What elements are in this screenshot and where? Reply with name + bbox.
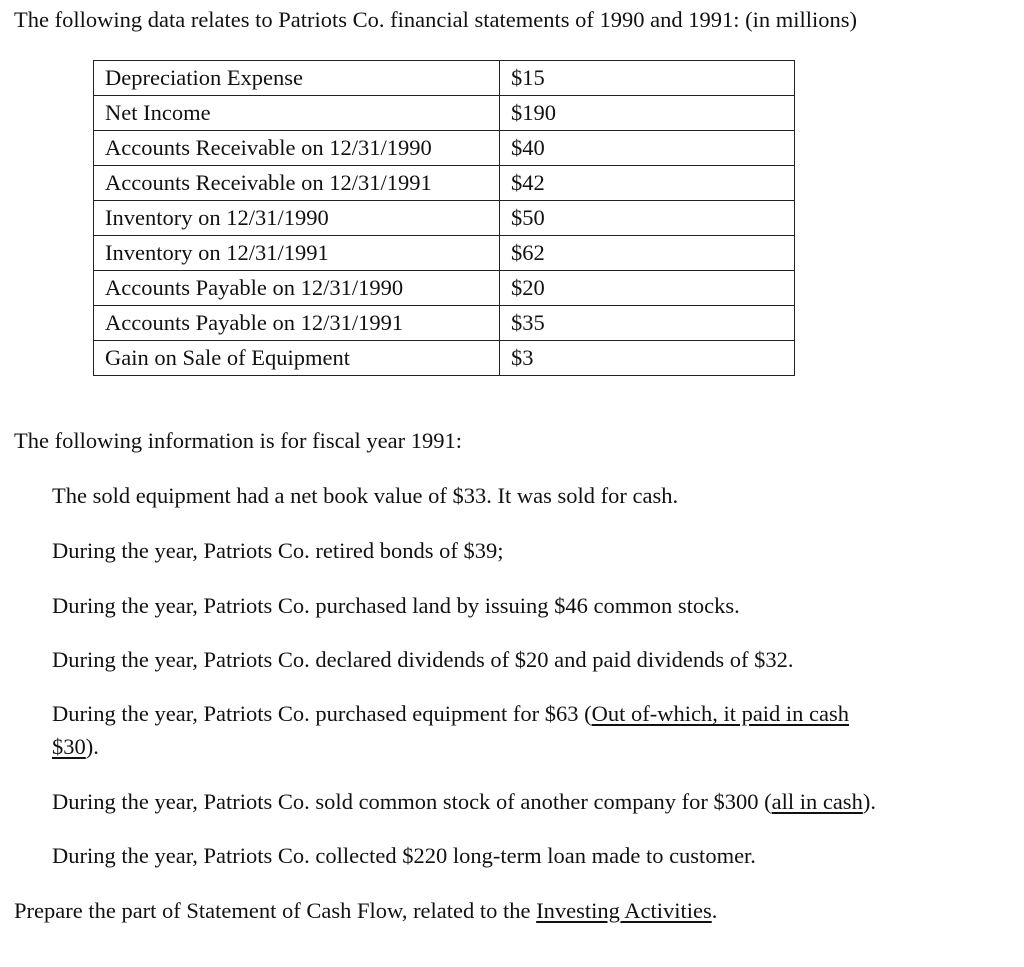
- prompt-tail: .: [711, 898, 718, 923]
- row-label: Accounts Payable on 12/31/1990: [94, 271, 500, 306]
- equipment-purchase-lead: During the year, Patriots Co. purchased equipment for $63 (: [52, 701, 592, 726]
- row-label: Accounts Receivable on 12/31/1991: [94, 166, 500, 201]
- row-label: Inventory on 12/31/1990: [94, 201, 500, 236]
- row-value: $35: [500, 306, 795, 341]
- row-value: $20: [500, 271, 795, 306]
- prompt-lead: Prepare the part of Statement of Cash Flow, related to the: [14, 898, 537, 923]
- table-row: [94, 341, 795, 376]
- collected-loan-text: During the year, Patriots Co. collected $220 long-term loan made to customer.: [52, 843, 756, 868]
- retired-bonds-text: During the year, Patriots Co. retired bonds of $39;: [52, 538, 504, 563]
- equipment-cash-amount: $30: [52, 734, 86, 759]
- table-row: [94, 306, 795, 341]
- table-row: [94, 166, 795, 201]
- row-value: $40: [500, 131, 795, 166]
- row-value: $62: [500, 236, 795, 271]
- equipment-purchase-continuation: [52, 733, 99, 761]
- row-value: $50: [500, 201, 795, 236]
- row-label: Net Income: [94, 96, 500, 131]
- table-row: [94, 96, 795, 131]
- row-label: Accounts Receivable on 12/31/1990: [94, 131, 500, 166]
- prepare-prompt: [14, 897, 717, 925]
- row-label: Depreciation Expense: [94, 61, 500, 96]
- table-row: [94, 61, 795, 96]
- row-value: $15: [500, 61, 795, 96]
- row-value: $42: [500, 166, 795, 201]
- intro-text: The following data relates to Patriots Co. financial statements of 1990 and 1991: (in millions): [14, 7, 857, 32]
- sold-stock-underlined: all in cash: [771, 789, 863, 814]
- equipment-purchase-text: [52, 700, 849, 728]
- purchased-land-text: During the year, Patriots Co. purchased land by issuing $46 common stocks.: [52, 593, 740, 618]
- table-row: [94, 201, 795, 236]
- table-row: [94, 271, 795, 306]
- sold-equipment-text: The sold equipment had a net book value of $33. It was sold for cash.: [52, 483, 679, 508]
- table-row: [94, 236, 795, 271]
- financial-data-table: [93, 60, 795, 376]
- row-label: Accounts Payable on 12/31/1991: [94, 306, 500, 341]
- table-row: [94, 131, 795, 166]
- row-value: $190: [500, 96, 795, 131]
- row-label: Inventory on 12/31/1991: [94, 236, 500, 271]
- sold-stock-tail: ).: [862, 789, 876, 814]
- fiscal-year-heading: The following information is for fiscal year 1991:: [14, 428, 463, 453]
- prompt-investing-activities: Investing Activities: [536, 898, 712, 923]
- row-label: Gain on Sale of Equipment: [94, 341, 500, 376]
- dividends-text: During the year, Patriots Co. declared dividends of $20 and paid dividends of $32.: [52, 647, 794, 672]
- sold-stock-lead: During the year, Patriots Co. sold common stock of another company for $300 (: [52, 789, 772, 814]
- sold-stock-text: [52, 788, 876, 816]
- equipment-purchase-underlined: Out of-which, it paid in cash: [591, 701, 850, 726]
- equipment-purchase-tail: ).: [85, 734, 99, 759]
- row-value: $3: [500, 341, 795, 376]
